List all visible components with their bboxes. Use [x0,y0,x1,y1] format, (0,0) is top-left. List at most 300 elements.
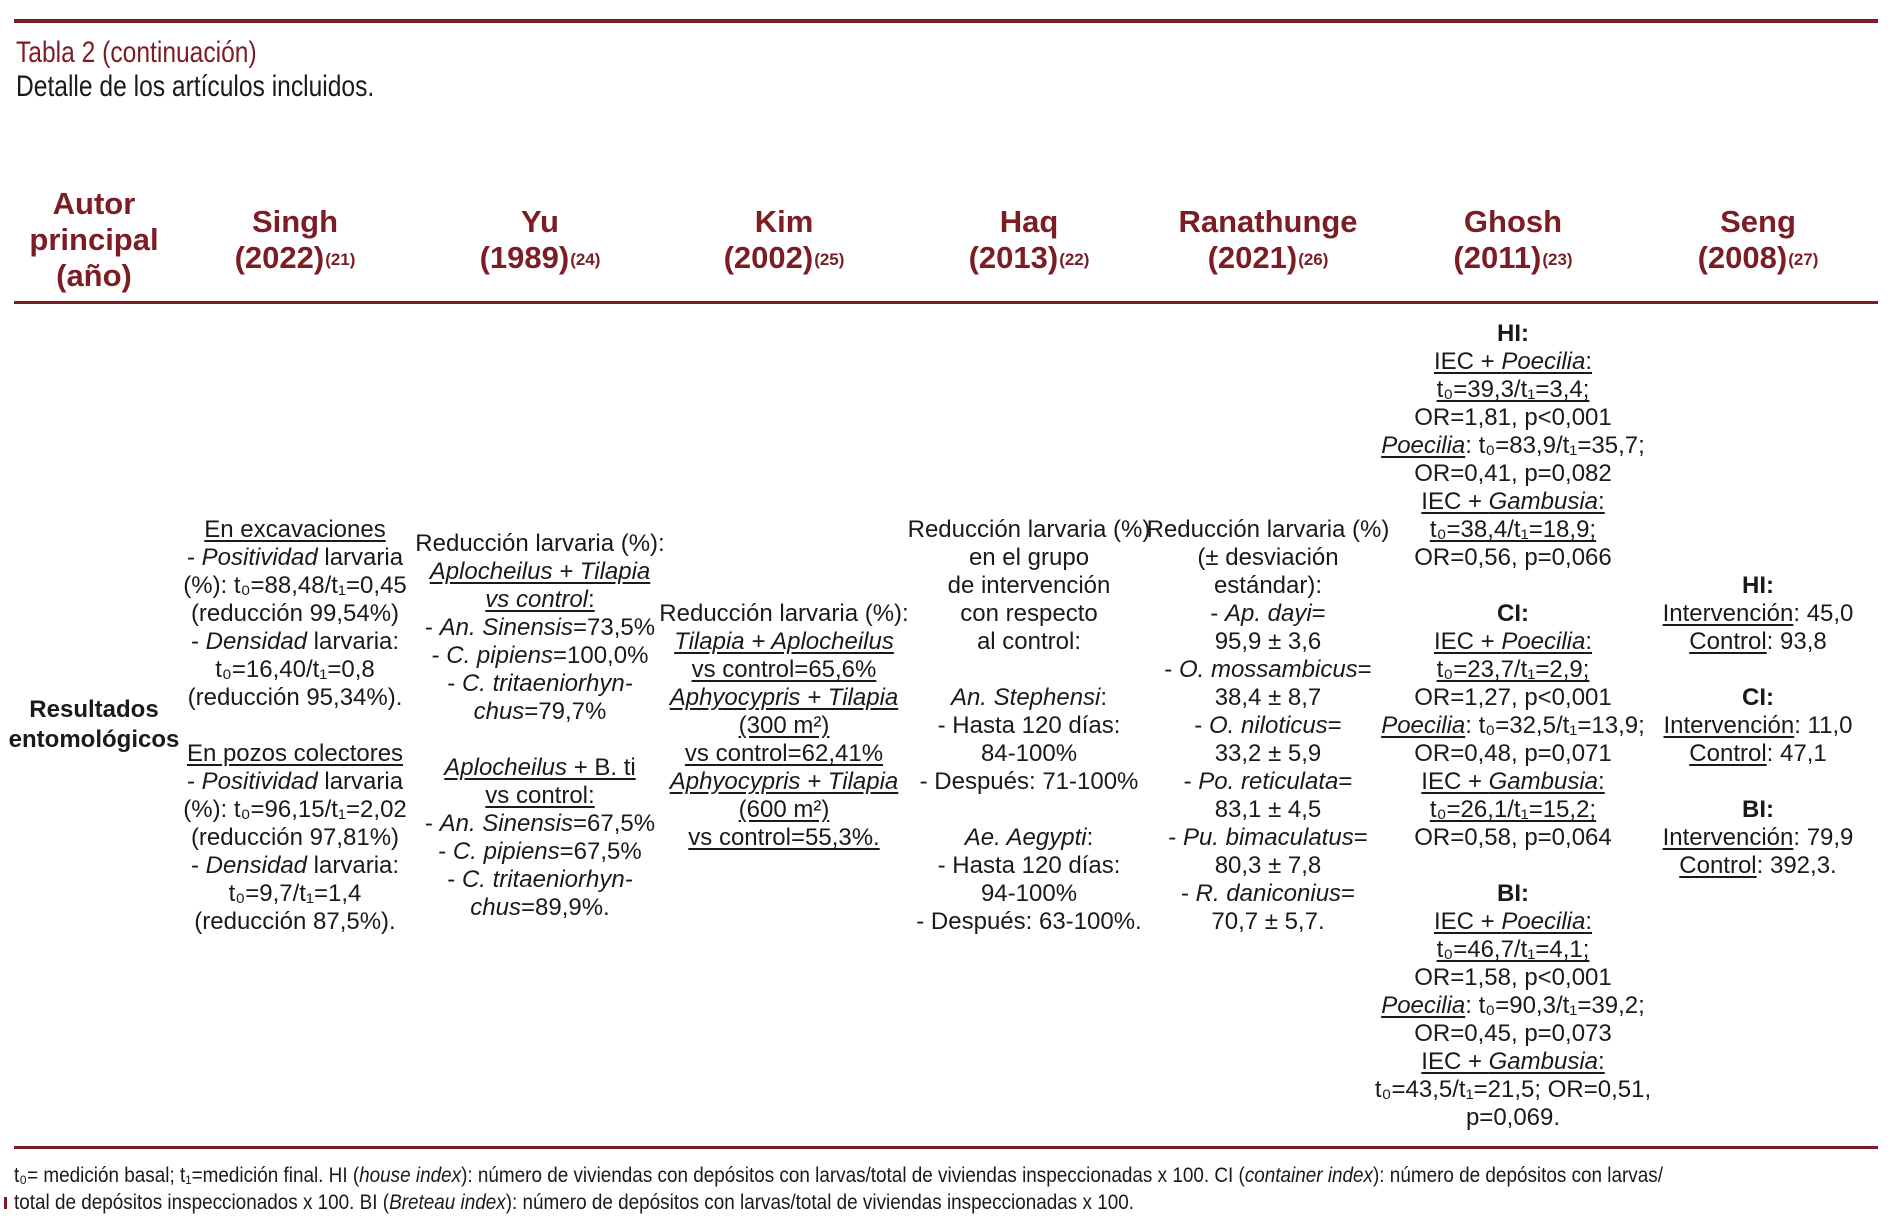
text-segment: t₀=16,40/t₁=0,8 [215,656,375,683]
cell-line [183,544,407,572]
cell-line [415,614,664,642]
text-segment: Poecilia [1381,712,1466,739]
footnote-line-1 [14,1162,1663,1189]
text-segment: Po. reticulata [1198,768,1339,795]
cell-line [1147,768,1390,796]
header-study-haq: Haq (2013)$^{(22)}$ [968,204,1090,275]
cell-line [415,782,664,810]
cell-line [908,880,1151,908]
text-segment: 84-100% [980,740,1078,767]
text-segment: Intervención [1662,600,1794,627]
text-segment: Gambusia [1488,1048,1599,1075]
cell-line [183,572,407,600]
text-segment: Intervención [1662,824,1794,851]
cell-ranathunge-results [1147,516,1390,936]
cell-line [1375,516,1651,544]
text-segment: : 79,9 [1793,824,1854,851]
cell-line [1375,600,1651,628]
cell-line [1375,796,1651,824]
text-segment: - [424,810,440,837]
cell-line [1375,712,1651,740]
text-segment: =100,0% [552,642,649,669]
text-segment: Pu. bimaculatus [1182,824,1354,851]
text-segment: Ap. dayi [1224,600,1312,627]
cell-line [415,726,664,754]
text-segment: 94-100% [980,880,1078,907]
text-segment: Poecilia [1501,908,1586,935]
cell-line [1375,964,1651,992]
cell-line [1663,656,1854,684]
text-segment: C. pipiens [446,642,553,669]
text-segment: Control [1689,628,1767,655]
text-segment: An. Sinensis [439,614,573,641]
cell-line [1147,796,1390,824]
text-segment: C. tritaeniorhyn- [461,670,633,697]
text-segment: Poecilia [1501,348,1586,375]
text-segment: (reducción 95,34%). [187,684,403,711]
text-segment: OR=0,56, p=0,066 [1414,544,1612,571]
cell-line [1375,628,1651,656]
cell-line [1375,656,1651,684]
cell-line [1663,628,1854,656]
cell-line [908,656,1151,684]
text-segment: OR=0,58, p=0,064 [1414,824,1612,851]
text-segment: Reducción larvaria (%): [659,600,909,627]
cell-line [415,754,664,782]
text-segment: - [447,866,462,893]
text-segment: ): número de viviendas con depósitos con larvas/total de viviendas inspeccionadas x 100. CI ( [461,1164,1245,1187]
text-segment: Poecilia [1501,628,1586,655]
cell-seng-results [1663,572,1854,880]
text-segment: =73,5% [572,614,656,641]
reference-number: (24) [570,250,601,269]
text-segment: C. pipiens [452,838,560,865]
cell-line [659,796,908,824]
text-segment: O. mossambicus [1178,656,1358,683]
text-segment: OR=1,58, p<0,001 [1414,964,1612,991]
cell-line [1147,908,1390,936]
cell-line [1375,1104,1651,1132]
text-segment: : [1585,628,1593,655]
text-segment: = [1357,656,1372,683]
cell-line [415,838,664,866]
text-segment: : 47,1 [1766,740,1827,767]
text-segment: CI: [1497,600,1529,627]
text-segment: - [190,852,206,879]
text-segment: = [1353,824,1368,851]
text-segment: (reducción 97,81%) [190,824,400,851]
cell-line [1147,740,1390,768]
text-segment: : [1100,684,1108,711]
text-segment: Control [1689,740,1767,767]
reference-number: (22) [1059,250,1090,269]
text-segment: O. niloticus [1208,712,1328,739]
cell-line [183,684,407,712]
text-segment: estándar): [1213,572,1323,599]
cell-line [659,712,908,740]
cell-line [1375,544,1651,572]
cell-line [1375,376,1651,404]
text-segment: Aplocheilus [444,754,568,781]
text-segment: 70,7 ± 5,7. [1211,908,1325,935]
text-segment: - [447,670,462,697]
text-segment: - [1194,712,1209,739]
text-segment: - [1168,824,1183,851]
cell-line [1375,852,1651,880]
cell-ghosh-results [1375,320,1651,1132]
text-segment: (reducción 99,54%) [190,600,400,627]
cell-line [183,740,407,768]
cell-line [1663,768,1854,796]
text-segment: An. Sinensis [439,810,573,837]
cell-line [1147,628,1390,656]
cell-line [415,866,664,894]
cell-line [659,824,908,852]
text-segment: t₀=39,3/t₁=3,4; [1436,376,1590,403]
cell-line [183,824,407,852]
text-segment: : [1598,768,1605,795]
cell-line [415,670,664,698]
cell-yu-results [415,530,664,922]
text-segment: = [1327,712,1342,739]
text-segment: + B. ti [567,754,636,781]
cell-line [908,740,1151,768]
reference-number: (26) [1298,250,1329,269]
text-segment: IEC + [1421,768,1489,795]
text-segment: OR=0,45, p=0,073 [1414,1020,1612,1047]
text-segment: IEC + [1433,628,1502,655]
text-segment: : 45,0 [1793,600,1854,627]
text-segment: t₀=23,7/t₁=2,9; [1436,656,1590,683]
cell-line [1663,740,1854,768]
caption-title: Tabla 2 (continuación) [16,36,257,69]
text-segment: : [1585,908,1593,935]
text-segment: larvaria [317,544,404,571]
page-edge-mark [4,1197,7,1209]
text-segment: - [186,768,202,795]
text-segment: - [438,838,453,865]
text-segment: Densidad [205,628,308,655]
table-footnote [14,1162,1663,1216]
cell-line [1375,460,1651,488]
text-segment: - [1164,656,1179,683]
cell-line [183,628,407,656]
text-segment: : t₀=32,5/t₁=13,9; [1465,712,1645,739]
cell-line [415,894,664,922]
text-segment: : [1086,824,1094,851]
header-study-yu: Yu (1989)$^{(24)}$ [479,204,601,275]
text-segment: (reducción 87,5%). [194,908,396,935]
text-segment: BI: [1741,796,1774,823]
header-study-ranathunge: Ranathunge (2021)$^{(26)}$ [1178,204,1358,275]
text-segment: Breteau index [389,1191,506,1214]
text-segment: Ae. Aegypti [964,824,1087,851]
cell-line [908,516,1151,544]
text-segment: vs control=65,6% [691,656,877,683]
cell-line [1663,572,1854,600]
cell-line [415,558,664,586]
cell-line [908,684,1151,712]
text-segment: En pozos colectores [186,740,404,767]
text-segment: chus [473,698,525,725]
text-segment: total de depósitos inspeccionados x 100. BI ( [14,1191,390,1214]
text-segment: : [1598,1048,1605,1075]
cell-line [183,880,407,908]
text-segment: : 11,0 [1794,712,1853,739]
cell-line [1375,880,1651,908]
text-segment: 33,2 ± 5,9 [1214,740,1322,767]
caption-subtitle: Detalle de los artículos incluidos. [16,70,375,103]
text-segment: vs control=55,3%. [688,824,880,851]
cell-line [415,586,664,614]
text-segment: Reducción larvaria (%) [1146,516,1390,543]
cell-line [1375,740,1651,768]
header-study-seng: Seng (2008)$^{(27)}$ [1697,204,1819,275]
cell-line [415,698,664,726]
text-segment: (%): t₀=96,15/t₁=2,02 [183,796,407,823]
cell-line [1147,824,1390,852]
text-segment: - Después: 71-100% [919,768,1139,795]
cell-line [1147,852,1390,880]
text-segment: vs control [485,586,589,613]
cell-line [415,810,664,838]
cell-line [908,600,1151,628]
cell-line [1375,1020,1651,1048]
text-segment: BI: [1497,880,1529,907]
text-segment: Control [1679,852,1757,879]
header-study-ghosh: Ghosh (2011)$^{(23)}$ [1453,204,1573,275]
text-segment: Poecilia [1381,432,1466,459]
cell-line [1147,684,1390,712]
cell-line [415,642,664,670]
header-study-kim: Kim (2002)$^{(25)}$ [723,204,845,275]
text-segment: t₀=9,7/t₁=1,4 [228,880,362,907]
text-segment: - [1210,600,1225,627]
text-segment: t₀=26,1/t₁=15,2; [1429,796,1597,823]
text-segment: house index [359,1164,462,1187]
text-segment: =67,5% [559,838,642,865]
cell-line [1147,880,1390,908]
text-segment: 83,1 ± 4,5 [1214,796,1322,823]
text-segment: En excavaciones [204,516,386,543]
cell-line [1375,348,1651,376]
text-segment: - [1183,768,1199,795]
cell-line [1375,768,1651,796]
text-segment: 95,9 ± 3,6 [1214,628,1322,655]
text-segment: =67,5% [572,810,656,837]
reference-number: (27) [1788,250,1819,269]
header-author-label: Autor principal (año) [29,186,159,293]
text-segment: t₀=46,7/t₁=4,1; [1436,936,1590,963]
text-segment: R. daniconius [1195,880,1342,907]
text-segment: larvaria [317,768,404,795]
text-segment: - [186,544,202,571]
table-caption [16,36,374,104]
cell-line [908,712,1151,740]
cell-line [183,516,407,544]
text-segment: Aphyocypris + Tilapia [669,768,899,795]
text-segment: = [1338,768,1353,795]
cell-line [1663,712,1854,740]
cell-line [183,852,407,880]
text-segment: Intervención [1663,712,1795,739]
cell-line [1147,656,1390,684]
cell-line [1663,796,1854,824]
text-segment: ): número de depósitos con larvas/ [1373,1164,1663,1187]
text-segment: IEC + [1421,1048,1489,1075]
text-segment: - [431,642,447,669]
text-segment: con respecto [960,600,1098,627]
text-segment: p=0,069. [1465,1104,1561,1131]
cell-kim-results [659,600,908,852]
cell-line [659,600,908,628]
text-segment: Gambusia [1488,768,1599,795]
cell-line [908,572,1151,600]
text-segment: (%): t₀=88,48/t₁=0,45 [183,572,407,599]
cell-line [415,530,664,558]
text-segment: : 392,3. [1756,852,1837,879]
text-segment: (300 m²) [738,712,830,739]
text-segment: HI: [1497,320,1529,347]
reference-number: (23) [1542,250,1573,269]
text-segment: - [1180,880,1196,907]
text-segment: - Hasta 120 días: [937,712,1121,739]
text-segment: - Hasta 120 días: [937,852,1121,879]
cell-line [1663,824,1854,852]
header-rule [14,301,1878,304]
cell-line [908,908,1151,936]
cell-line [908,544,1151,572]
cell-line [1375,684,1651,712]
text-segment: : 93,8 [1766,628,1827,655]
cell-line [183,796,407,824]
text-segment: Densidad [205,852,308,879]
cell-line [1147,572,1390,600]
cell-line [183,908,407,936]
cell-haq-results [908,516,1151,936]
text-segment: : [1585,348,1593,375]
text-segment: Poecilia [1381,992,1466,1019]
cell-line [1375,992,1651,1020]
text-segment: ): número de depósitos con larvas/total de viviendas inspeccionadas x 100. [505,1191,1134,1214]
text-segment: OR=0,48, p=0,071 [1414,740,1612,767]
cell-line [1663,684,1854,712]
cell-line [1147,712,1390,740]
cell-line [1375,824,1651,852]
cell-line [908,796,1151,824]
cell-line [1375,1048,1651,1076]
text-segment: = [1311,600,1326,627]
cell-line [659,740,908,768]
cell-line [1663,852,1854,880]
text-segment: : t₀=90,3/t₁=39,2; [1465,992,1645,1019]
text-segment: Reducción larvaria (%): [415,530,665,557]
text-segment: larvaria: [307,852,400,879]
text-segment: CI: [1741,684,1774,711]
text-segment: An. Stephensi [950,684,1101,711]
cell-line [1375,1076,1651,1104]
text-segment: vs control=62,41% [684,740,884,767]
text-segment: Aphyocypris + Tilapia [669,684,899,711]
text-segment: : [1598,488,1605,515]
cell-line [659,768,908,796]
text-segment: Tilapia + Aplocheilus [674,628,894,655]
text-segment: IEC + [1433,348,1502,375]
text-segment: : t₀=83,9/t₁=35,7; [1465,432,1645,459]
cell-line [1375,488,1651,516]
cell-line [908,768,1151,796]
text-segment: vs control: [485,782,595,809]
text-segment: Positividad [201,544,318,571]
text-segment: Aplocheilus + Tilapia [429,558,651,585]
cell-line [1375,908,1651,936]
bottom-rule [14,1146,1878,1149]
text-segment: 38,4 ± 8,7 [1214,684,1322,711]
text-segment: C. tritaeniorhyn- [461,866,633,893]
text-segment: IEC + [1421,488,1489,515]
cell-line [1663,600,1854,628]
cell-line [659,684,908,712]
footnote-line-2 [14,1189,1663,1216]
cell-line [659,628,908,656]
text-segment: en el grupo [968,544,1090,571]
text-segment: OR=1,27, p<0,001 [1414,684,1612,711]
cell-line [1147,600,1390,628]
cell-line [183,768,407,796]
text-segment: OR=0,41, p=0,082 [1414,460,1612,487]
text-segment: container index [1244,1164,1374,1187]
text-segment: - Después: 63-100%. [916,908,1142,935]
text-segment: t₀= medición basal; t₁=medición final. HI ( [14,1164,360,1187]
header-study-singh: Singh (2022)$^{(21)}$ [234,204,356,275]
text-segment: t₀=38,4/t₁=18,9; [1429,516,1597,543]
cell-line [1147,516,1390,544]
cell-line [1375,404,1651,432]
text-segment: Gambusia [1488,488,1599,515]
cell-line [1375,936,1651,964]
cell-line [183,712,407,740]
text-segment: 80,3 ± 7,8 [1214,852,1322,879]
text-segment: t₀=43,5/t₁=21,5; OR=0,51, [1374,1076,1652,1103]
cell-line [1147,544,1390,572]
text-segment: HI: [1741,572,1774,599]
row-label-resultados-entomologicos: Resultados entomológicos [8,696,180,753]
cell-line [1375,320,1651,348]
text-segment: de intervención [947,572,1111,599]
cell-line [908,824,1151,852]
text-segment: =79,7% [524,698,607,725]
text-segment: al control: [976,628,1082,655]
reference-number: (21) [325,250,356,269]
cell-line [659,656,908,684]
text-segment: (± desviación [1197,544,1339,571]
cell-line [183,600,407,628]
reference-number: (25) [814,250,845,269]
text-segment: =89,9%. [520,894,610,921]
cell-line [1375,432,1651,460]
text-segment: IEC + [1433,908,1502,935]
text-segment: - [424,614,440,641]
text-segment: : [588,586,595,613]
cell-line [1375,572,1651,600]
text-segment: (600 m²) [738,796,830,823]
text-segment: OR=1,81, p<0,001 [1414,404,1612,431]
cell-line [183,656,407,684]
top-rule [14,19,1878,23]
text-segment: Positividad [201,768,318,795]
text-segment: Reducción larvaria (%) [907,516,1151,543]
cell-line [908,852,1151,880]
